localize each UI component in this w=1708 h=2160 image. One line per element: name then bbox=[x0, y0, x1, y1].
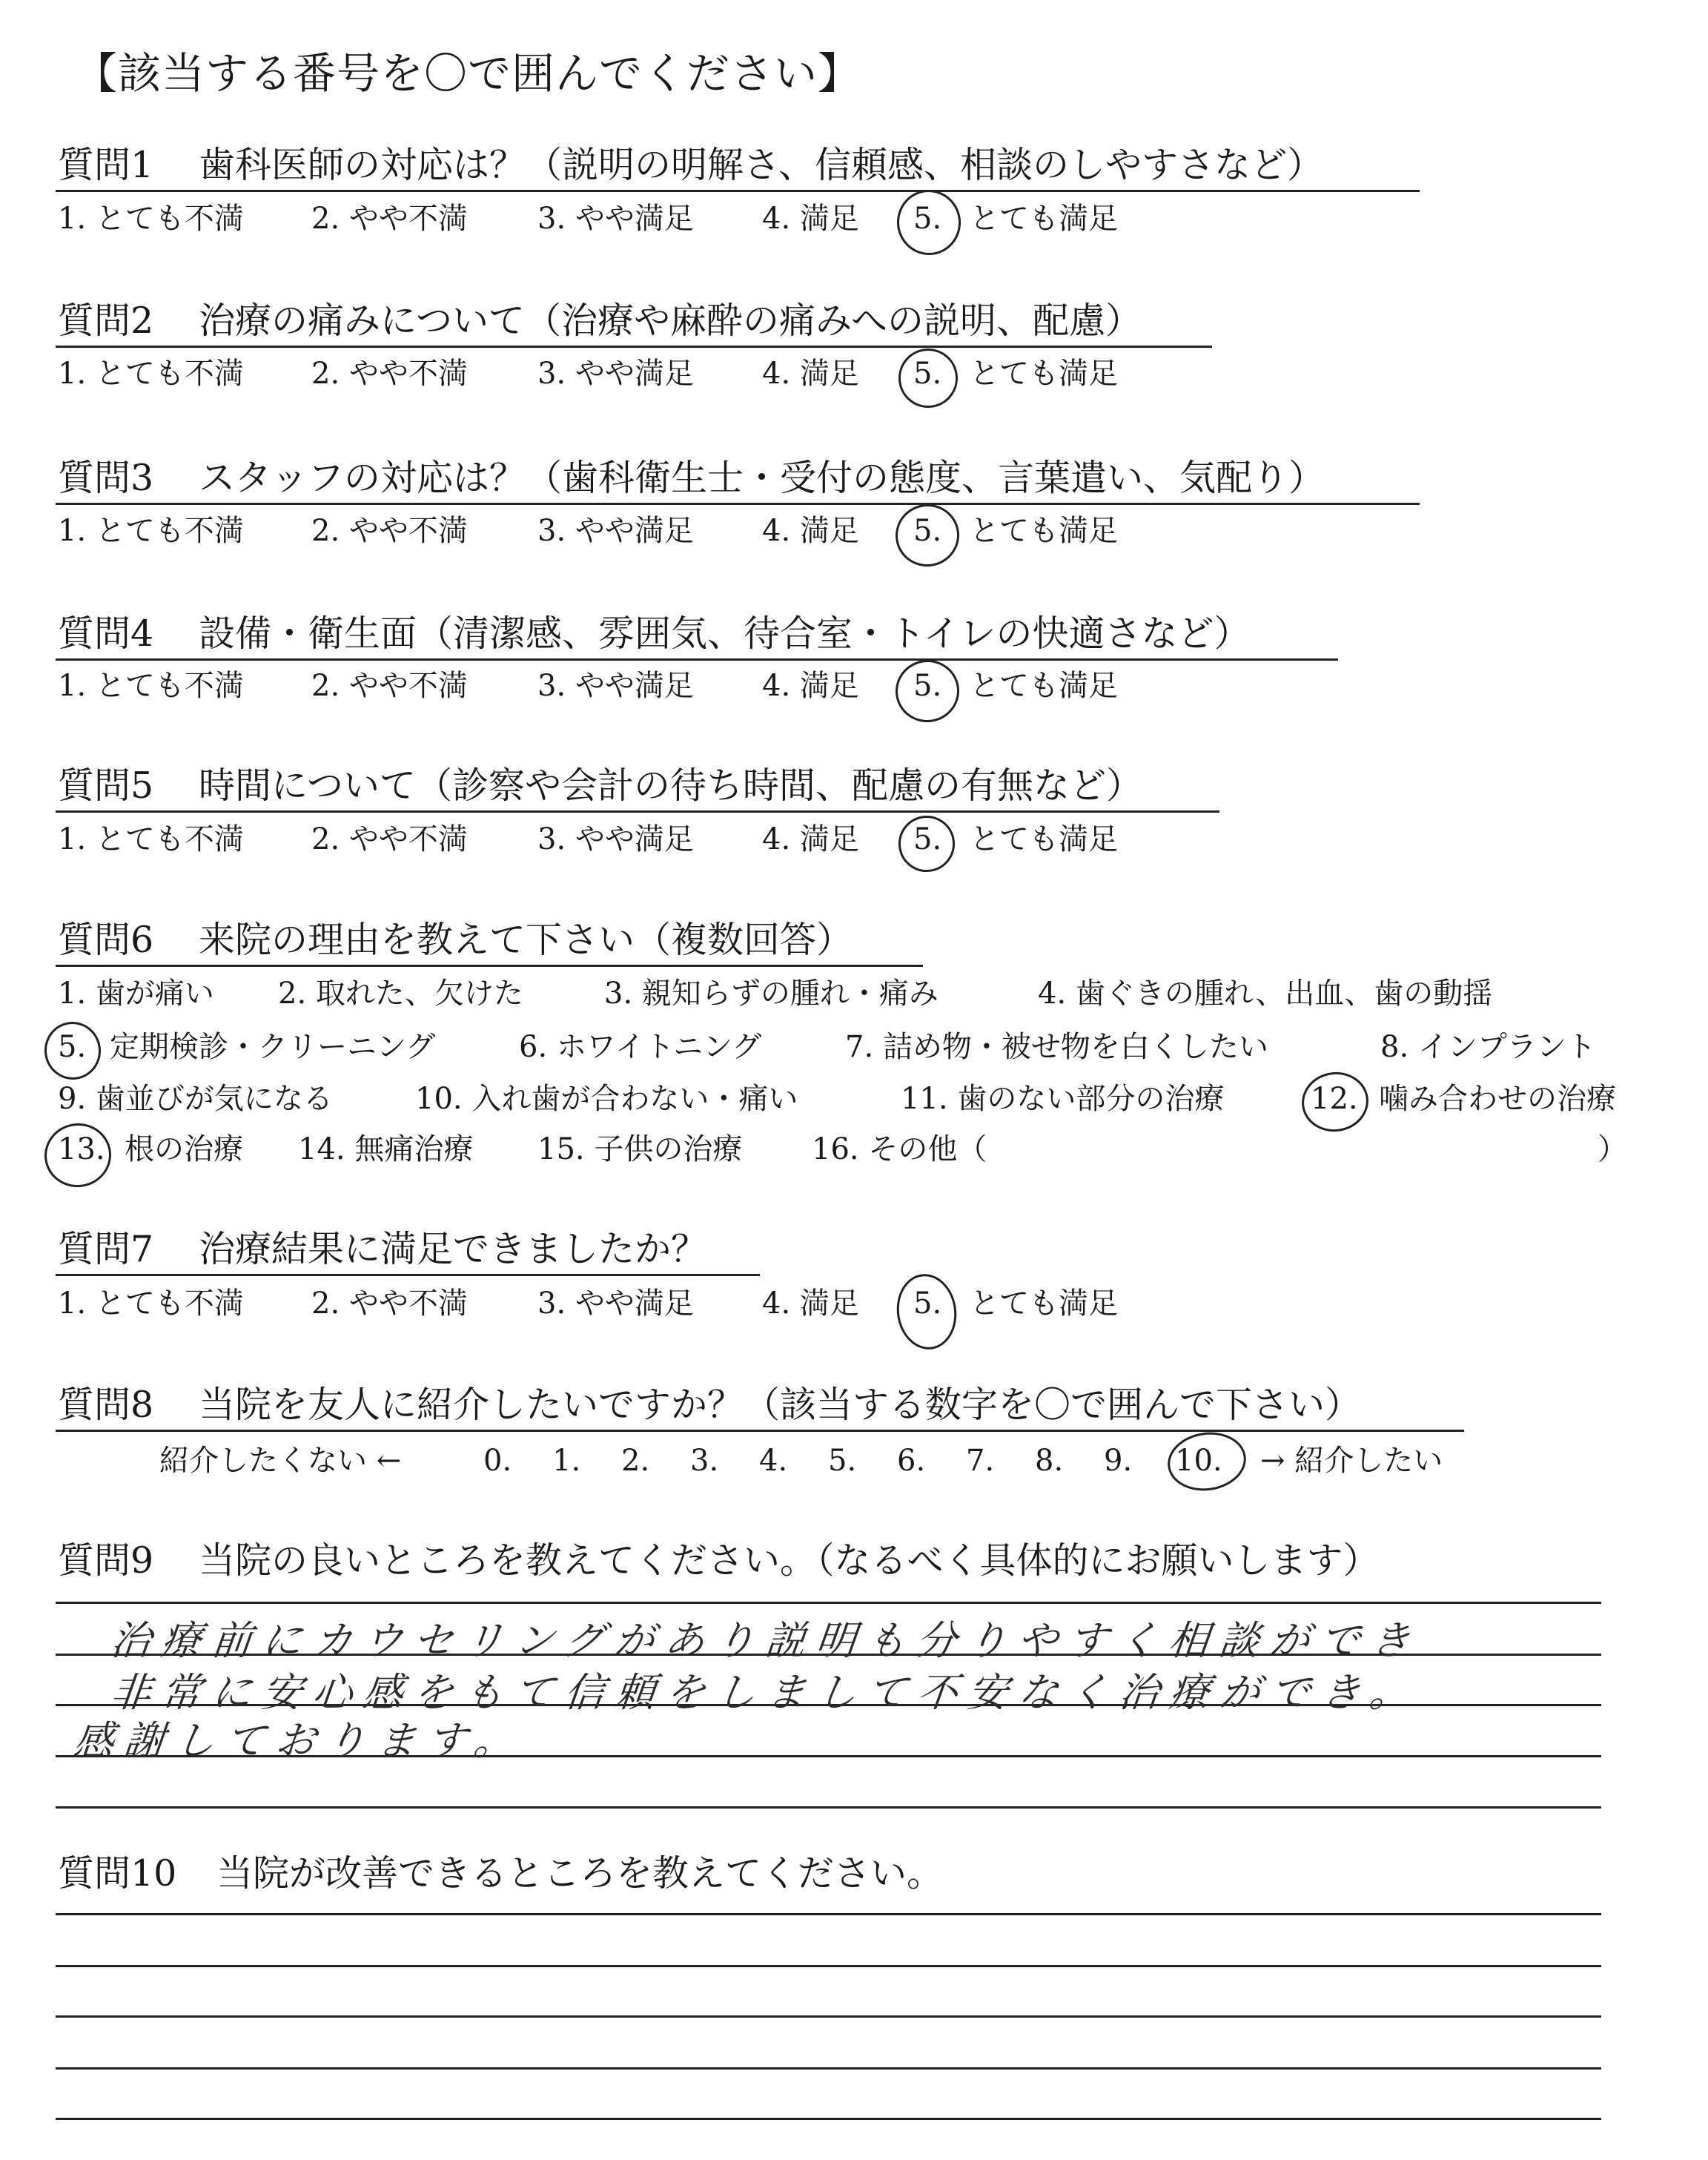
q6-option-5[interactable]: 5. bbox=[58, 1030, 87, 1064]
q8-option-1[interactable]: 1. bbox=[552, 1444, 581, 1478]
q6-option-5-label: 定期検診・クリーニング bbox=[110, 1030, 436, 1064]
q3-option-4[interactable]: 4. 満足 bbox=[762, 514, 859, 548]
q8-underline bbox=[56, 1430, 1464, 1432]
q6-option-9[interactable]: 9. 歯並びが気になる bbox=[58, 1082, 333, 1116]
q2-options bbox=[0, 359, 1708, 396]
q1-option-5[interactable]: 5. bbox=[913, 202, 942, 236]
q8-text: 当院を友人に紹介したいですか？（該当する数字を〇で囲んで下さい） bbox=[199, 1384, 1362, 1426]
q2-option-5-label: とても満足 bbox=[970, 357, 1118, 391]
q8-option-3[interactable]: 3. bbox=[690, 1444, 719, 1478]
q4-underline bbox=[56, 658, 1338, 661]
q6-text: 来院の理由を教えて下さい（複数回答） bbox=[199, 919, 853, 961]
q6-option-12-label: 噛み合わせの治療 bbox=[1379, 1082, 1616, 1116]
q5-option-5[interactable]: 5. bbox=[913, 822, 942, 856]
q5-option-5-label: とても満足 bbox=[970, 822, 1118, 856]
q6-option-2[interactable]: 2. 取れた、欠けた bbox=[278, 977, 523, 1011]
q7-option-2[interactable]: 2. やや不満 bbox=[311, 1287, 468, 1321]
q10-answer-line-3 bbox=[56, 2015, 1601, 2018]
q8-scale bbox=[0, 1446, 1708, 1483]
q6-option-10[interactable]: 10. 入れ歯が合わない・痛い bbox=[415, 1082, 798, 1116]
q3-underline bbox=[56, 503, 1420, 505]
q7-selection-circle bbox=[892, 1270, 961, 1353]
q2-option-2[interactable]: 2. やや不満 bbox=[311, 357, 468, 391]
q6-selection-circle-13 bbox=[40, 1119, 115, 1192]
q6-option-11[interactable]: 11. 歯のない部分の治療 bbox=[901, 1082, 1225, 1116]
q8-right-label: → 紹介したい bbox=[1260, 1444, 1443, 1478]
q8-left-label: 紹介したくない ← bbox=[159, 1444, 402, 1478]
q1-option-4[interactable]: 4. 満足 bbox=[762, 202, 859, 236]
q1-selection-circle bbox=[893, 185, 964, 259]
q5-selection-circle bbox=[895, 812, 959, 876]
q10-answer-line-1 bbox=[56, 1913, 1601, 1915]
q10-answer-line-5 bbox=[56, 2118, 1601, 2120]
q4-option-5[interactable]: 5. bbox=[913, 669, 942, 703]
q3-options bbox=[0, 516, 1708, 553]
q5-label: 質問5 bbox=[58, 764, 154, 807]
q9-text: 当院の良いところを教えてください。（なるべく具体的にお願いします） bbox=[199, 1539, 1380, 1582]
q6-option-13[interactable]: 13. bbox=[58, 1132, 105, 1166]
q5-option-1[interactable]: 1. とても不満 bbox=[58, 822, 244, 856]
q4-option-2[interactable]: 2. やや不満 bbox=[311, 669, 468, 703]
q6-option-6[interactable]: 6. ホワイトニング bbox=[519, 1030, 762, 1064]
q6-option-14[interactable]: 14. 無痛治療 bbox=[298, 1132, 474, 1166]
q3-option-2[interactable]: 2. やや不満 bbox=[311, 514, 468, 548]
q1-option-1[interactable]: 1. とても不満 bbox=[58, 202, 244, 236]
q1-option-5-label: とても満足 bbox=[970, 202, 1118, 236]
q6-options-row1 bbox=[0, 979, 1708, 1016]
q7-option-1[interactable]: 1. とても不満 bbox=[58, 1287, 244, 1321]
q6-option-12[interactable]: 12. bbox=[1311, 1082, 1358, 1116]
q8-label: 質問8 bbox=[58, 1384, 154, 1426]
q2-label: 質問2 bbox=[58, 300, 154, 342]
q5-text: 時間について（診察や会計の待ち時間、配慮の有無など） bbox=[199, 764, 1143, 807]
q6-options-row3 bbox=[0, 1084, 1708, 1121]
q6-option-8[interactable]: 8. インプラント bbox=[1380, 1030, 1596, 1064]
q2-selection-circle bbox=[895, 345, 961, 412]
q6-label: 質問6 bbox=[58, 919, 154, 961]
q2-option-5[interactable]: 5. bbox=[913, 357, 942, 391]
q8-option-7[interactable]: 7. bbox=[966, 1444, 995, 1478]
q8-option-5[interactable]: 5. bbox=[828, 1444, 857, 1478]
q4-selection-circle bbox=[892, 655, 964, 726]
q2-option-1[interactable]: 1. とても不満 bbox=[58, 357, 244, 391]
q3-option-5[interactable]: 5. bbox=[913, 514, 942, 548]
q1-underline bbox=[56, 190, 1420, 192]
q8-option-2[interactable]: 2. bbox=[621, 1444, 650, 1478]
q2-option-3[interactable]: 3. やや満足 bbox=[537, 357, 694, 391]
q4-option-1[interactable]: 1. とても不満 bbox=[58, 669, 244, 703]
q10-answer-line-2 bbox=[56, 1965, 1601, 1967]
q1-label: 質問1 bbox=[58, 144, 154, 186]
q1-option-3[interactable]: 3. やや満足 bbox=[537, 202, 694, 236]
q6-option-4[interactable]: 4. 歯ぐきの腫れ、出血、歯の動揺 bbox=[1038, 977, 1493, 1011]
q1-options bbox=[0, 204, 1708, 241]
q5-option-4[interactable]: 4. 満足 bbox=[762, 822, 859, 856]
q9-handwritten-line-1: 治療前にカウセリングがあり説明も分りやすく相談ができ bbox=[108, 1617, 1423, 1664]
q9-answer-line-1 bbox=[56, 1602, 1601, 1604]
q8-option-8[interactable]: 8. bbox=[1035, 1444, 1064, 1478]
q5-option-2[interactable]: 2. やや不満 bbox=[311, 822, 468, 856]
q5-underline bbox=[56, 810, 1219, 813]
q1-text: 歯科医師の対応は？（説明の明解さ、信頼感、相談のしやすさなど） bbox=[199, 144, 1324, 186]
q6-options-row2 bbox=[0, 1032, 1708, 1069]
q7-option-4[interactable]: 4. 満足 bbox=[762, 1287, 859, 1321]
q6-option-7[interactable]: 7. 詰め物・被せ物を白くしたい bbox=[845, 1030, 1268, 1064]
q9-label: 質問9 bbox=[58, 1539, 154, 1582]
q6-options-row4 bbox=[0, 1132, 1708, 1172]
q9-handwritten-line-3: 感謝しております。 bbox=[71, 1717, 527, 1764]
q6-selection-circle-12 bbox=[1298, 1068, 1372, 1136]
q3-option-1[interactable]: 1. とても不満 bbox=[58, 514, 244, 548]
q9-handwritten-line-2: 非常に安心感をもて信頼をしまして不安なく治療ができ。 bbox=[108, 1669, 1423, 1716]
q7-options bbox=[0, 1289, 1708, 1326]
q3-selection-circle bbox=[892, 500, 964, 570]
q7-label: 質問7 bbox=[58, 1228, 154, 1270]
q4-options bbox=[0, 671, 1708, 708]
q6-option-1[interactable]: 1. 歯が痛い bbox=[58, 977, 214, 1011]
q4-text: 設備・衛生面（清潔感、雰囲気、待合室・トイレの快適さなど） bbox=[199, 612, 1251, 655]
q3-label: 質問3 bbox=[58, 457, 154, 499]
q9-answer-line-5 bbox=[56, 1806, 1601, 1809]
q7-option-3[interactable]: 3. やや満足 bbox=[537, 1287, 694, 1321]
q8-option-4[interactable]: 4. bbox=[759, 1444, 788, 1478]
q6-option-16-close: ） bbox=[1598, 1132, 1627, 1166]
q4-option-3[interactable]: 3. やや満足 bbox=[537, 669, 694, 703]
q6-selection-circle-5 bbox=[41, 1018, 105, 1083]
q6-option-13-label: 根の治療 bbox=[125, 1132, 243, 1166]
q10-answer-line-4 bbox=[56, 2067, 1601, 2070]
q6-underline bbox=[56, 965, 923, 967]
q4-option-4[interactable]: 4. 満足 bbox=[762, 669, 859, 703]
q5-option-3[interactable]: 3. やや満足 bbox=[537, 822, 694, 856]
q2-option-4[interactable]: 4. 満足 bbox=[762, 357, 859, 391]
q8-option-6[interactable]: 6. bbox=[897, 1444, 926, 1478]
q4-label: 質問4 bbox=[58, 612, 154, 655]
q8-selection-circle bbox=[1164, 1427, 1250, 1496]
q4-option-5-label: とても満足 bbox=[970, 669, 1118, 703]
q7-text: 治療結果に満足できましたか？ bbox=[199, 1228, 708, 1270]
q2-text: 治療の痛みについて（治療や麻酔の痛みへの説明、配慮） bbox=[199, 300, 1142, 342]
q3-text: スタッフの対応は？（歯科衛生士・受付の態度、言葉遣い、気配り） bbox=[199, 457, 1325, 499]
q7-underline bbox=[56, 1274, 760, 1276]
q3-option-3[interactable]: 3. やや満足 bbox=[537, 514, 694, 548]
q6-option-3[interactable]: 3. 親知らずの腫れ・痛み bbox=[604, 977, 939, 1011]
q6-option-15[interactable]: 15. 子供の治療 bbox=[537, 1132, 743, 1166]
q5-options bbox=[0, 822, 1708, 862]
q3-option-5-label: とても満足 bbox=[970, 514, 1118, 548]
q8-option-10[interactable]: 10. bbox=[1175, 1444, 1222, 1478]
q10-label: 質問10 bbox=[58, 1852, 177, 1895]
q2-underline bbox=[56, 346, 1212, 348]
q1-option-2[interactable]: 2. やや不満 bbox=[311, 202, 468, 236]
q6-option-16[interactable]: 16. その他（ bbox=[812, 1132, 987, 1166]
q8-option-0[interactable]: 0. bbox=[483, 1444, 512, 1478]
instruction-heading: 【該当する番号を〇で囲んでください】 bbox=[74, 48, 862, 99]
q8-option-9[interactable]: 9. bbox=[1104, 1444, 1133, 1478]
q10-text: 当院が改善できるところを教えてください。 bbox=[216, 1852, 944, 1895]
q7-option-5-label: とても満足 bbox=[970, 1287, 1118, 1321]
q7-option-5[interactable]: 5. bbox=[913, 1287, 942, 1321]
